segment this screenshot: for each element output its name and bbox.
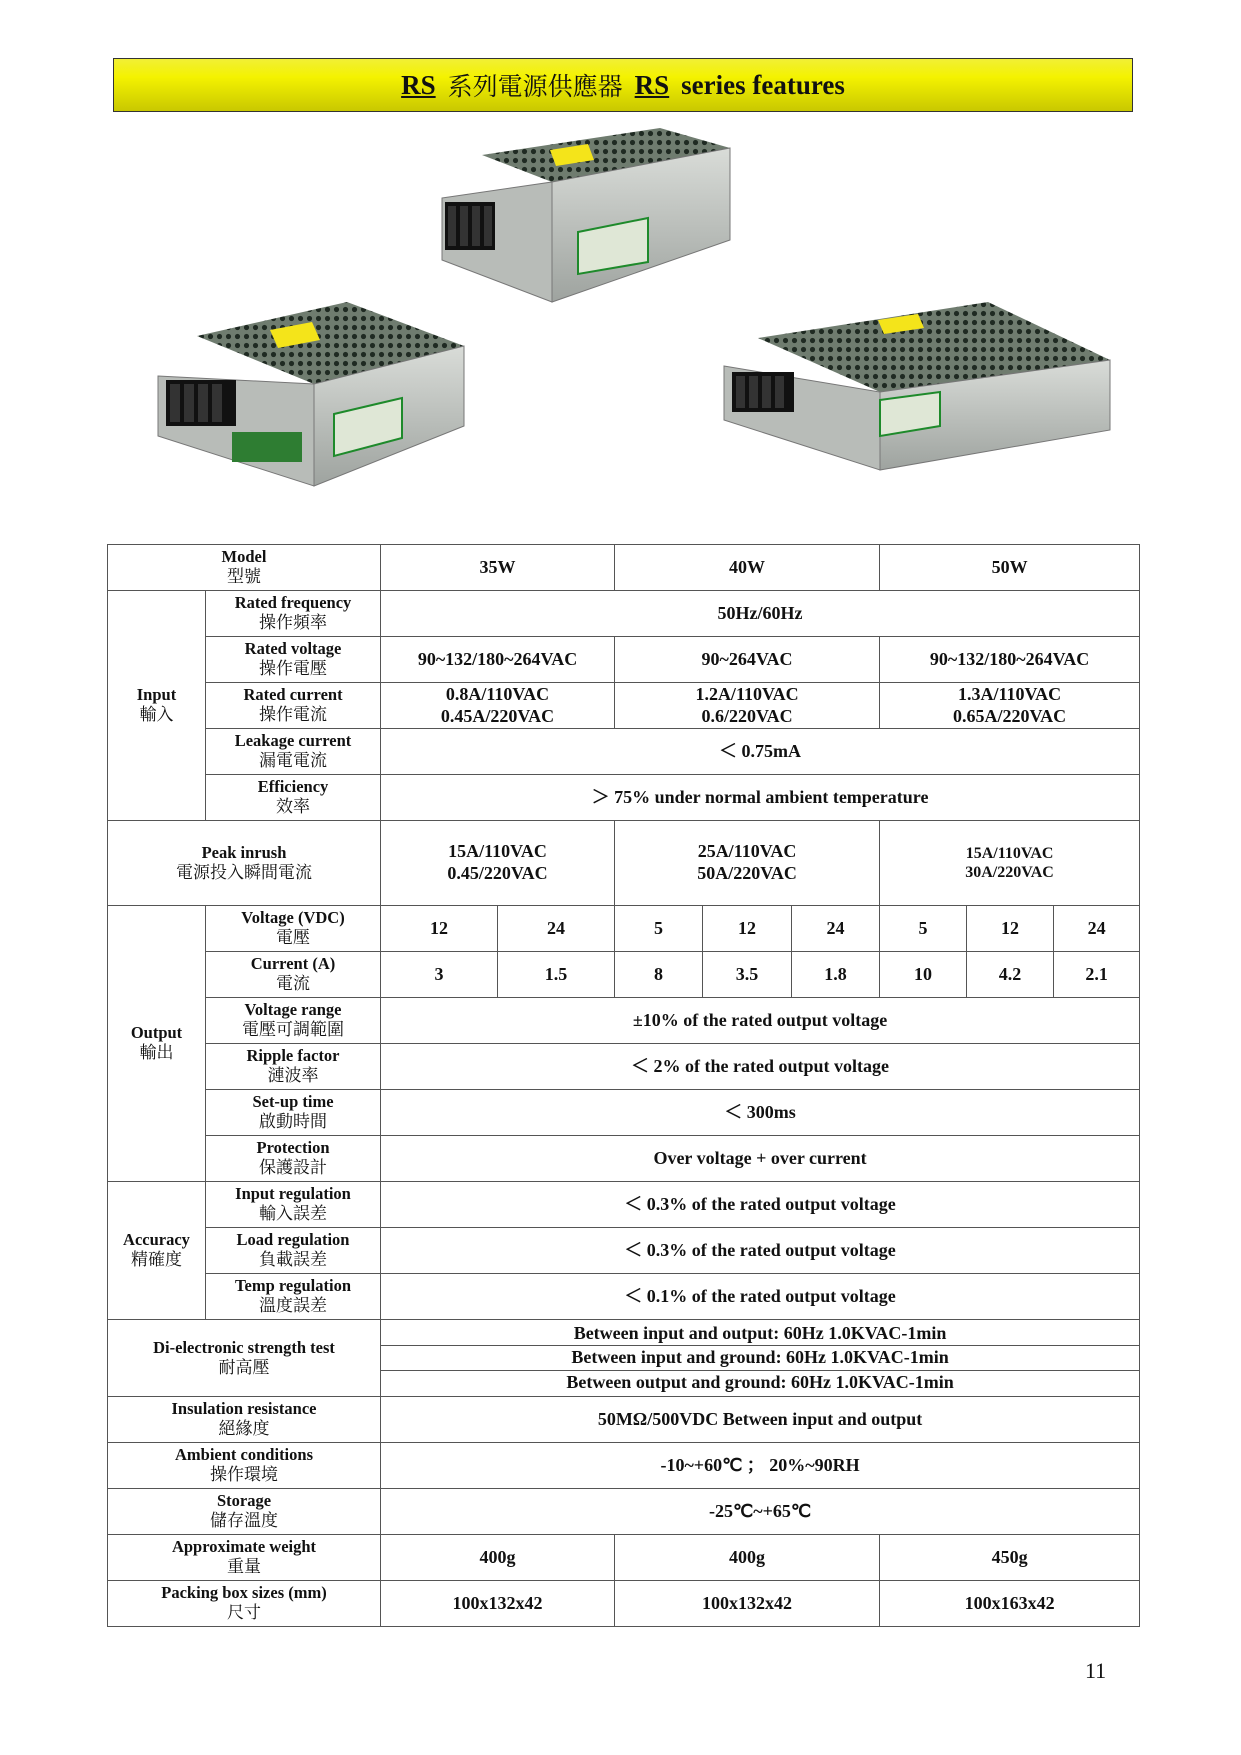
voltage-label: Rated voltage 操作電壓 [206, 637, 381, 683]
vdc-cell: 24 [1054, 906, 1140, 952]
product-photo-center [430, 120, 740, 330]
weight-40w: 400g [615, 1535, 880, 1581]
peak-row [108, 821, 1140, 906]
model-40w: 40W [615, 545, 880, 591]
voltage-40w: 90~264VAC [615, 637, 880, 683]
box-35w: 100x132x42 [381, 1581, 615, 1627]
inreg-row [108, 1182, 1140, 1228]
efficiency-row [108, 775, 1140, 821]
peak-35w: 15A/110VAC 0.45/220VAC [381, 821, 615, 906]
output-group-label: Output 輸出 [108, 906, 206, 1182]
voltage-50w: 90~132/180~264VAC [880, 637, 1140, 683]
current-50w: 1.3A/110VAC 0.65A/220VAC [880, 683, 1140, 729]
leakage-label: Leakage current 漏電電流 [206, 729, 381, 775]
box-label: Packing box sizes (mm) 尺寸 [108, 1581, 381, 1627]
loadreg-label: Load regulation 負載誤差 [206, 1228, 381, 1274]
accuracy-group-label: Accuracy 精確度 [108, 1182, 206, 1320]
dielectric-values [381, 1320, 1140, 1397]
ambient-label: Ambient conditions 操作環境 [108, 1443, 381, 1489]
peak-label: Peak inrush 電源投入瞬間電流 [108, 821, 381, 906]
model-row [108, 545, 1140, 591]
tempreg-value: ＜ 0.1% of the rated output voltage [381, 1274, 1140, 1320]
title-banner [113, 58, 1133, 112]
leakage-value: ＜ 0.75mA [381, 729, 1140, 775]
series-name-2: RS [634, 69, 670, 100]
protection-row [108, 1136, 1140, 1182]
input-current-row [108, 683, 1140, 729]
box-40w: 100x132x42 [615, 1581, 880, 1627]
ripple-row [108, 1044, 1140, 1090]
peak-50w: 15A/110VAC 30A/220VAC [880, 821, 1140, 906]
box-row [108, 1581, 1140, 1627]
amp-cell: 8 [615, 952, 703, 998]
weight-label: Approximate weight 重量 [108, 1535, 381, 1581]
freq-value: 50Hz/60Hz [381, 591, 1140, 637]
storage-row [108, 1489, 1140, 1535]
amp-cell: 3.5 [703, 952, 792, 998]
vdc-cell: 12 [967, 906, 1054, 952]
current-35w: 0.8A/110VAC 0.45A/220VAC [381, 683, 615, 729]
en-title: series features [681, 69, 845, 100]
dielectric-line: Between input and output: 60Hz 1.0KVAC-1min [381, 1322, 1139, 1347]
series-name: RS [401, 69, 436, 100]
ripple-value: ＜ 2% of the rated output voltage [381, 1044, 1140, 1090]
ambient-row [108, 1443, 1140, 1489]
ambient-value: -10~+60℃ ； 20%~90RH [381, 1443, 1140, 1489]
dielectric-line: Between input and ground: 60Hz 1.0KVAC-1min [381, 1346, 1139, 1371]
vdc-label: Voltage (VDC) 電壓 [206, 906, 381, 952]
weight-35w: 400g [381, 1535, 615, 1581]
vdc-row [108, 906, 1140, 952]
insulation-label: Insulation resistance 絕緣度 [108, 1397, 381, 1443]
efficiency-value: ＞ 75% under normal ambient temperature [381, 775, 1140, 821]
tempreg-label: Temp regulation 溫度誤差 [206, 1274, 381, 1320]
inreg-label: Input regulation 輸入誤差 [206, 1182, 381, 1228]
peak-40w: 25A/110VAC 50A/220VAC [615, 821, 880, 906]
insulation-value: 50MΩ/500VDC Between input and output [381, 1397, 1140, 1443]
setup-label: Set-up time 啟動時間 [206, 1090, 381, 1136]
leakage-row [108, 729, 1140, 775]
inreg-value: ＜ 0.3% of the rated output voltage [381, 1182, 1140, 1228]
amp-cell: 2.1 [1054, 952, 1140, 998]
vdc-cell: 5 [880, 906, 967, 952]
vdc-cell: 12 [381, 906, 498, 952]
product-photo-right [718, 300, 1118, 480]
insulation-row [108, 1397, 1140, 1443]
ripple-label: Ripple factor 漣波率 [206, 1044, 381, 1090]
box-50w: 100x163x42 [880, 1581, 1140, 1627]
storage-value: -25℃~+65℃ [381, 1489, 1140, 1535]
protection-label: Protection 保護設計 [206, 1136, 381, 1182]
amp-label: Current (A) 電流 [206, 952, 381, 998]
dielectric-line: Between output and ground: 60Hz 1.0KVAC-1min [566, 1371, 954, 1392]
dielectric-label: Di-electronic strength test 耐高壓 [108, 1320, 381, 1397]
loadreg-row [108, 1228, 1140, 1274]
input-freq-row [108, 591, 1140, 637]
model-35w: 35W [381, 545, 615, 591]
spec-table [107, 544, 1140, 1627]
input-group-label: Input 輸入 [108, 591, 206, 821]
vrange-row [108, 998, 1140, 1044]
weight-row [108, 1535, 1140, 1581]
input-voltage-row [108, 637, 1140, 683]
loadreg-value: ＜ 0.3% of the rated output voltage [381, 1228, 1140, 1274]
storage-label: Storage 儲存溫度 [108, 1489, 381, 1535]
setup-row [108, 1090, 1140, 1136]
vdc-cell: 24 [498, 906, 615, 952]
current-40w: 1.2A/110VAC 0.6/220VAC [615, 683, 880, 729]
dielectric-row [108, 1320, 1140, 1397]
protection-value: Over voltage + over current [381, 1136, 1140, 1182]
product-photo-left [152, 296, 472, 496]
model-label: Model 型號 [108, 545, 381, 591]
freq-label: Rated frequency 操作頻率 [206, 591, 381, 637]
tempreg-row [108, 1274, 1140, 1320]
setup-value: ＜ 300ms [381, 1090, 1140, 1136]
vrange-label: Voltage range 電壓可調範圍 [206, 998, 381, 1044]
amp-row [108, 952, 1140, 998]
page-number: 11 [1085, 1658, 1107, 1683]
voltage-35w: 90~132/180~264VAC [381, 637, 615, 683]
amp-cell: 3 [381, 952, 498, 998]
vrange-value: ±10% of the rated output voltage [381, 998, 1140, 1044]
vdc-cell: 5 [615, 906, 703, 952]
vdc-cell: 24 [792, 906, 880, 952]
weight-50w: 450g [880, 1535, 1140, 1581]
amp-cell: 1.8 [792, 952, 880, 998]
zh-title: 系列電源供應器 [447, 72, 623, 101]
amp-cell: 4.2 [967, 952, 1054, 998]
efficiency-label: Efficiency 效率 [206, 775, 381, 821]
model-50w: 50W [880, 545, 1140, 591]
amp-cell: 1.5 [498, 952, 615, 998]
amp-cell: 10 [880, 952, 967, 998]
vdc-cell: 12 [703, 906, 792, 952]
current-label: Rated current 操作電流 [206, 683, 381, 729]
